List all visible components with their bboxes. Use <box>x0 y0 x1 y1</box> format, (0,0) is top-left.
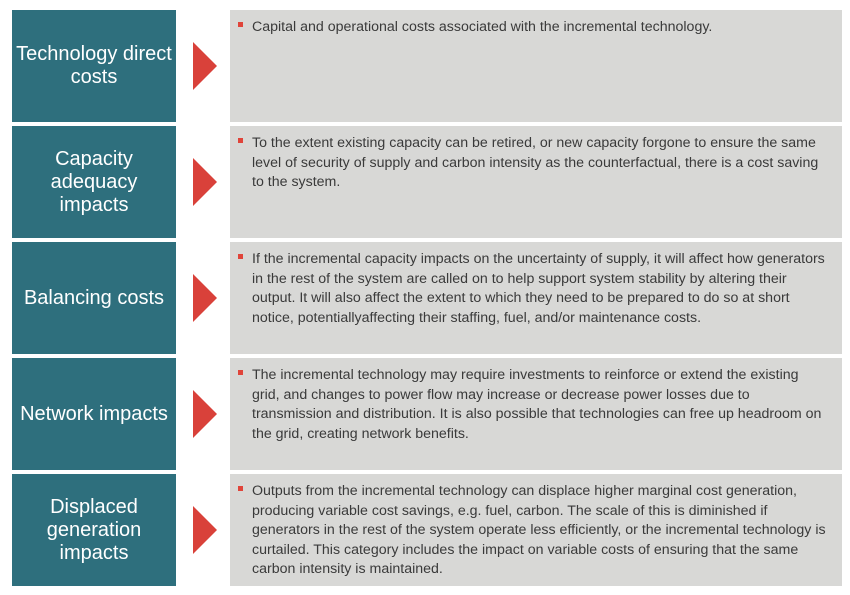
description-box <box>230 358 842 470</box>
row-displaced-generation-impacts <box>0 474 850 586</box>
arrow-right-icon <box>193 274 217 322</box>
row-network-impacts <box>0 358 850 470</box>
category-label: Capacity adequacy impacts <box>12 126 176 238</box>
category-label: Displaced generation impacts <box>12 474 176 586</box>
bullet-icon <box>238 254 243 259</box>
arrow-right-icon <box>193 158 217 206</box>
category-label: Balancing costs <box>12 242 176 354</box>
description-box <box>230 474 842 586</box>
description-text: Outputs from the incremental technology can displace higher marginal cost generation, producing variable cost savings, e.g. fuel, carbon. The scale of this is diminished if generators in the rest of the system operate less efficiently, or the incremental technology is curtailed. This category includes the impact on variable costs of ensuring that the same carbon intensity is maintained. <box>252 483 826 577</box>
description-text: The incremental technology may require investments to reinforce or extend the existing grid, and changes to power flow may increase or decrease power losses due to transmission and distribution. It is also possible that technologies can free up headroom on the grid, creating network benefits. <box>252 367 822 442</box>
bullet-icon <box>238 486 243 491</box>
category-label: Network impacts <box>12 358 176 470</box>
row-technology-direct-costs <box>0 10 850 122</box>
description-text: To the extent existing capacity can be retired, or new capacity forgone to ensure the same level of security of supply and carbon intensity as the counterfactual, there is a cost saving to the system. <box>252 135 819 190</box>
arrow-right-icon <box>193 42 217 90</box>
description-box <box>230 10 842 122</box>
description-text: If the incremental capacity impacts on the uncertainty of supply, it will affect how generators in the rest of the system are called on to help support system stability by altering their output. It will also affect the extent to which they need to be prepared to do so at short notice, potentiallyaffecting their staffing, fuel, and/or maintenance costs. <box>252 251 825 326</box>
bullet-icon <box>238 22 243 27</box>
row-capacity-adequacy-impacts <box>0 126 850 238</box>
arrow-right-icon <box>193 506 217 554</box>
description-text: Capital and operational costs associated with the incremental technology. <box>252 19 713 35</box>
bullet-icon <box>238 138 243 143</box>
bullet-icon <box>238 370 243 375</box>
description-box <box>230 242 842 354</box>
category-label: Technology direct costs <box>12 10 176 122</box>
arrow-right-icon <box>193 390 217 438</box>
description-box <box>230 126 842 238</box>
row-balancing-costs <box>0 242 850 354</box>
